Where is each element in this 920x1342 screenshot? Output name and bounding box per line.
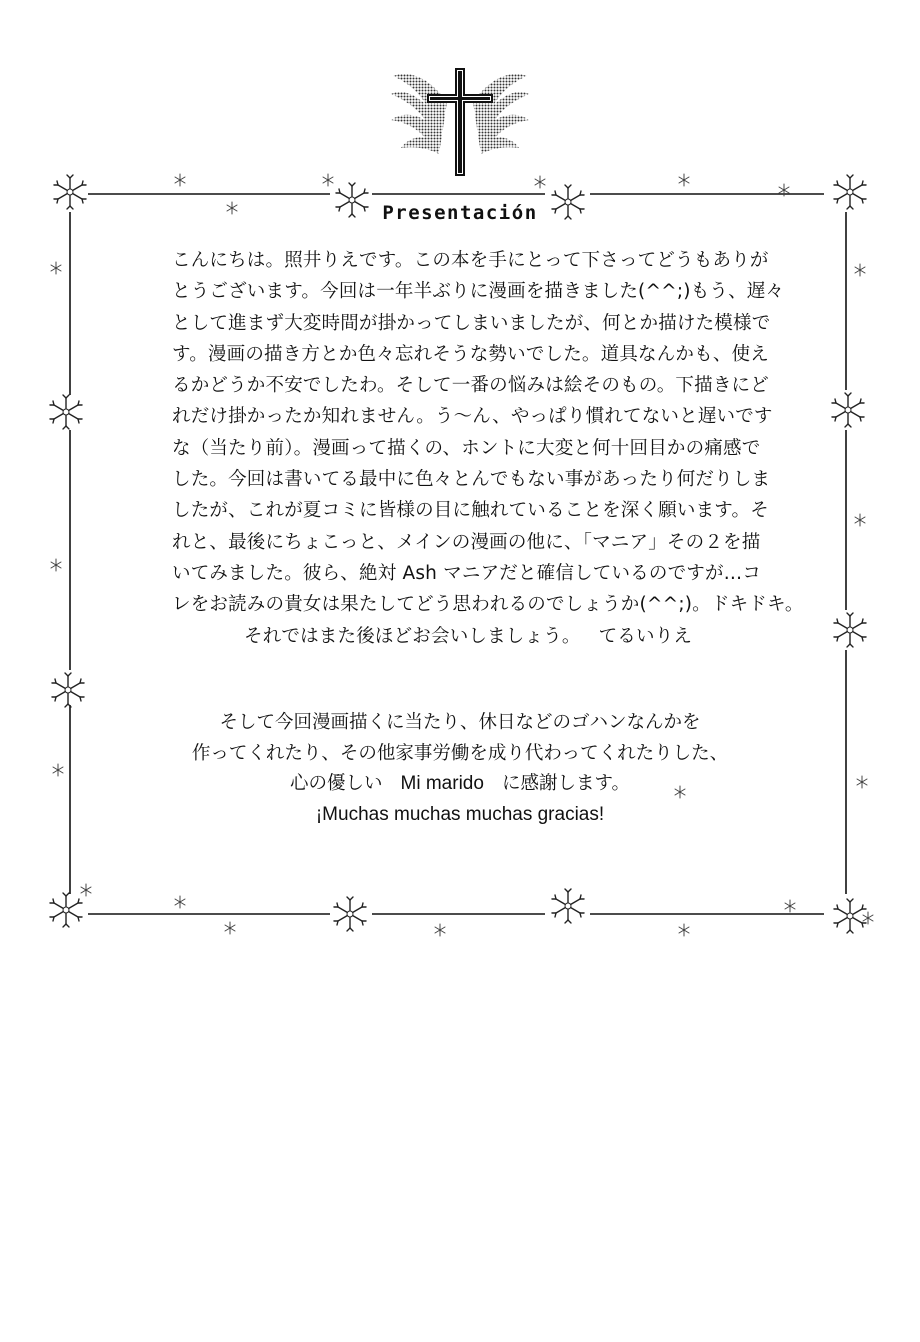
signoff-text: それではまた後ほどお会いしましょう。 <box>244 625 581 647</box>
body-line: れと、最後にちょこっと、メインの漫画の他に、「マニア」その２を描 <box>172 531 761 553</box>
thanks-line: 作ってくれたり、その他家事労働を成り代わってくれたりした、 <box>191 742 729 764</box>
husband-name: Mi marido <box>400 773 484 794</box>
body-line: こんにちは。照井りえです。この本を手にとって下さってどうもありが <box>172 250 769 271</box>
body-line: るかどうか不安でしたわ。そして一番の悩みは絵そのもの。下描きにど <box>172 375 769 397</box>
author-name: てるいりえ <box>598 625 693 647</box>
signoff-line <box>172 621 732 652</box>
body-line: な（当たり前）。漫画って描くの、ホントに大変と何十回目かの痛感で <box>172 437 761 459</box>
body-paragraph <box>172 245 804 652</box>
acknowledgement <box>180 708 740 830</box>
thanks-line: そして今回漫画描くに当たり、休日などのゴハンなんかを <box>219 712 701 733</box>
body-line: とうございます。今回は一年半ぶりに漫画を描きました(^^;)もう、遅々 <box>172 281 785 303</box>
body-line: として進まず大変時間が掛かってしまいましたが、何とか描けた模様で <box>172 312 771 334</box>
gracias-line: ¡Muchas muchas muchas gracias! <box>315 803 605 825</box>
thanks-text: に感謝します。 <box>501 773 630 794</box>
body-line: いてみました。彼ら、絶対 Ash マニアだと確信しているのですが…コ <box>172 562 762 584</box>
page-title: Presentación <box>382 202 538 224</box>
body-line: した。今回は書いてる最中に色々とんでもない事があったり何だりしま <box>172 469 771 491</box>
body-line: れだけ掛かったか知れません。う～ん、やっぱり慣れてないと遅いです <box>172 406 773 428</box>
body-line: す。漫画の描き方とか色々忘れそうな勢いでした。道具なんかも、使え <box>172 343 769 365</box>
thanks-text: 心の優しい <box>290 773 383 794</box>
thanks-line <box>180 769 740 800</box>
body-line: したが、これが夏コミに皆様の目に触れていることを深く願います。そ <box>172 500 769 522</box>
body-line: レをお読みの貴女は果たしてどう思われるのでしょうか(^^;)。ドキドキ。 <box>172 594 804 616</box>
